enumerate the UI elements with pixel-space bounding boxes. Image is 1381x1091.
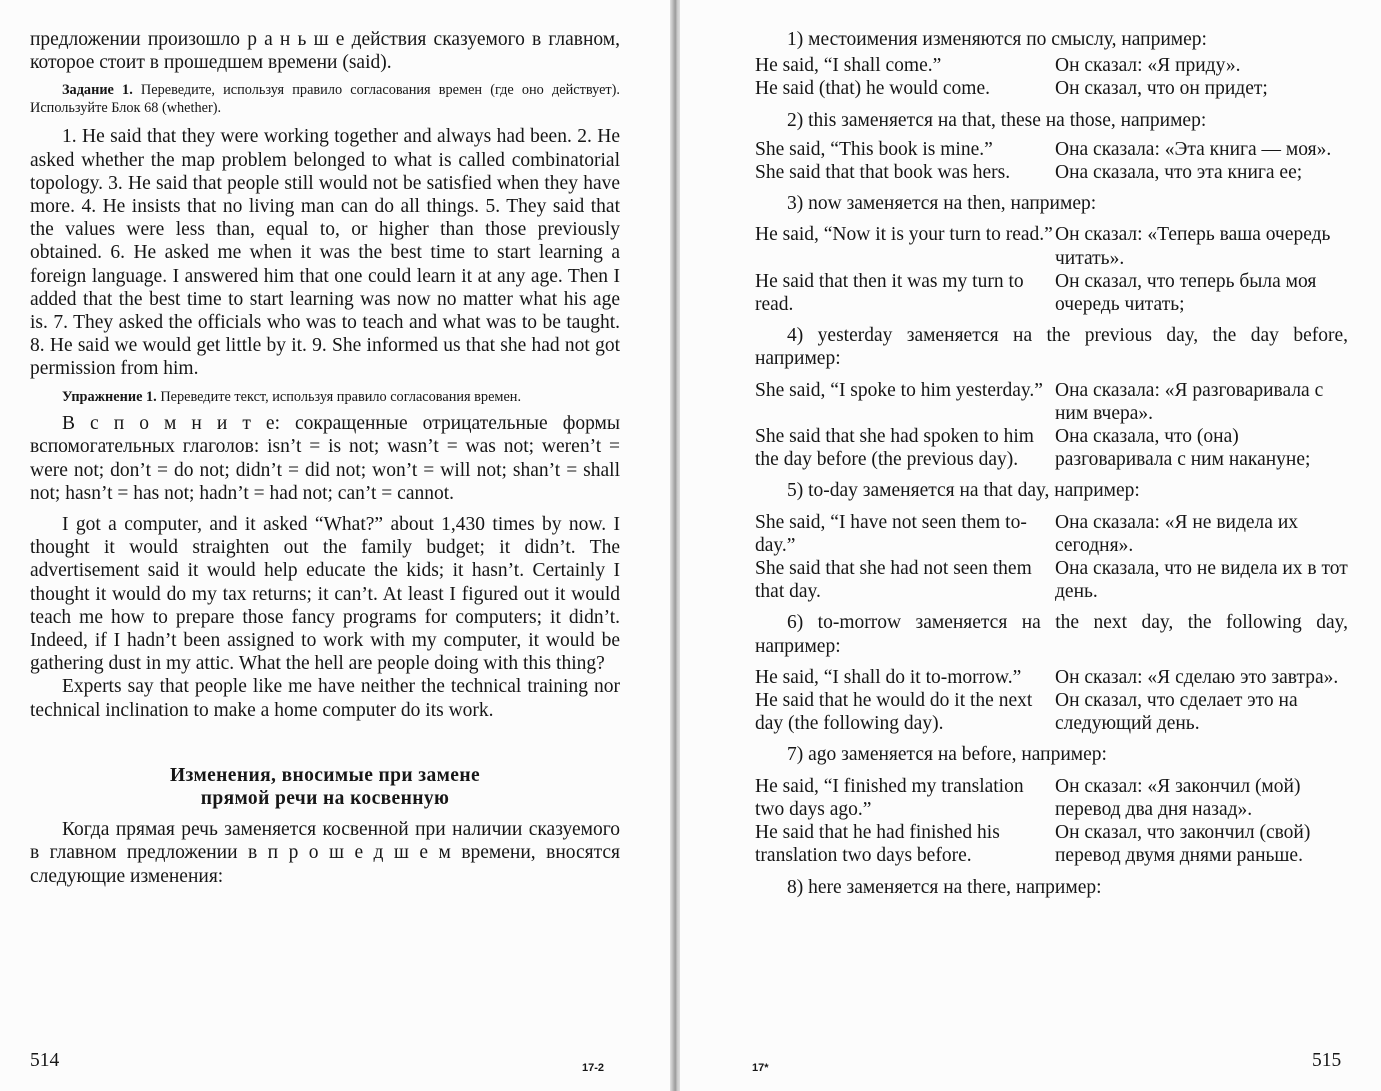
example-en: He said that he would do it the next day (the following day).	[755, 690, 1033, 735]
example-en: She said that she had spoken to him the day before (the previous day).	[755, 426, 1034, 471]
rule-3: 3) now заменяется на then, например:	[787, 193, 1097, 215]
task-text: Переведите, используя правило согласования времен (где оно действует). Используйте Блок 68 (whether).	[30, 82, 620, 116]
example-2a	[755, 138, 1348, 161]
exercise-label: Упражнение 1.	[62, 388, 157, 405]
closing-spaced: в п р о ш е д ш е м	[248, 842, 451, 864]
exercise-text: Переведите текст, используя правило согласования времен.	[160, 388, 522, 405]
example-4a	[755, 379, 1348, 425]
intro-paragraph: предложении произошло р а н ь ш е действия сказуемого в главном, которое стоит в прошедшем времени (said).	[30, 29, 620, 74]
example-ru: Он сказал: «Я приду».	[1055, 55, 1241, 77]
example-ru: Она сказала, что эта книга ее;	[1055, 162, 1303, 184]
example-en: She said, “I have not seen them to-day.”	[755, 511, 1027, 556]
example-en: He said that then it was my turn to read.	[755, 270, 1024, 316]
task-sentences: 1. He said that they were working together and always had been. 2. He asked whether the map problem belonged to what is called combinatorial topology. 3. He said that people still would not be satisfied when they have more. 4. He insists that no living man can do all things. 5. They said that the values were less than, equal to, or higher than those previously obtained. 6. He asked me when it was the best time to start learning a foreign language. I answered him that one could learn it at any age. Then I added that the best time to start learning was now no matter what his age is. 7. They asked the officials who was to teach and what was to be taught. 8. He said we would get little by it. 9. She informed us that she had not got permission from him.	[30, 126, 620, 380]
example-1a	[755, 54, 1348, 77]
example-ru: Она сказала: «Эта книга — моя».	[1055, 138, 1332, 160]
rule-5: 5) to-day заменяется на that day, например:	[787, 480, 1140, 502]
example-7a	[755, 775, 1348, 821]
example-1b	[755, 77, 1348, 100]
example-en: She said that she had not seen them that day.	[755, 558, 1032, 603]
example-en: He said that he had finished his translation two days before.	[755, 822, 1000, 867]
example-ru: Он сказал: «Я закончил (мой) перевод два дня назад».	[1055, 775, 1301, 820]
example-ru: Он сказал, что сделает это на следующий день.	[1055, 690, 1298, 735]
closing-text-a: Когда прямая речь заменяется косвенной при наличии сказуемого в главном предложении	[30, 819, 620, 864]
example-en: He said, “I finished my translation two days ago.”	[755, 775, 1024, 820]
example-5b	[755, 557, 1348, 603]
example-6a	[755, 666, 1348, 689]
section-heading-line-2: прямой речи на косвенную	[200, 787, 450, 809]
example-en: She said, “This book is mine.”	[755, 138, 993, 160]
example-6b	[755, 689, 1348, 735]
rule-2: 2) this заменяется на that, these на those, например:	[787, 109, 1207, 131]
example-en: She said that that book was hers.	[755, 162, 1011, 184]
rule-4: 4) yesterday заменяется на the previous day, the day before, например:	[755, 325, 1348, 370]
remember-word: В с п о м н и т е	[62, 413, 275, 435]
signature-left: 17-2	[582, 1062, 605, 1074]
left-column	[30, 28, 620, 888]
example-en: He said (that) he would come.	[755, 78, 991, 100]
example-en: He said, “I shall do it to-morrow.”	[755, 666, 1022, 688]
example-ru: Он сказал, что закончил (свой) перевод двумя днями раньше.	[1055, 822, 1311, 867]
example-ru: Она сказала, что не видела их в тот день.	[1055, 558, 1348, 603]
example-ru: Он сказал, что он придет;	[1055, 78, 1268, 100]
example-en: She said, “I spoke to him yesterday.”	[755, 379, 1043, 401]
example-en: He said, “I shall come.”	[755, 55, 942, 77]
exercise-1	[30, 389, 620, 407]
signature-right: 17*	[752, 1062, 769, 1074]
remember-text: : сокращенные отрицательные формы вспомогательных глаголов: isn’t = is not; wasn’t = was not; weren’t = were not; don’t = do not; didn’t = did not; won’t = will not; shan’t = shall not; hasn’t = has not; hadn’t = had not; can’t = cannot.	[30, 413, 620, 504]
example-ru: Он сказал, что теперь была моя очередь читать;	[1055, 270, 1317, 316]
page-number-left: 514	[30, 1050, 60, 1071]
example-ru: Она сказала: «Я разговаривала с ним вчера».	[1055, 379, 1324, 424]
example-5a	[755, 511, 1348, 557]
closing-text-b: времени, вносятся следующие изменения:	[30, 842, 621, 887]
example-ru: Она сказала, что (она) разговаривала с ним накануне;	[1055, 426, 1311, 471]
task-1	[30, 82, 620, 117]
example-3b	[755, 270, 1348, 316]
page-number-right: 515	[1312, 1050, 1342, 1071]
rule-1: 1) местоимения изменяются по смыслу, например:	[787, 29, 1207, 50]
example-7b	[755, 821, 1348, 867]
example-4b	[755, 425, 1348, 471]
example-en: He said, “Now it is your turn to read.”	[755, 224, 1053, 246]
right-page	[680, 0, 1381, 1091]
example-ru: Он сказал: «Я сделаю это завтра».	[1055, 666, 1339, 688]
rule-7: 7) ago заменяется на before, например:	[787, 744, 1107, 766]
example-3a	[755, 223, 1348, 269]
remember-paragraph	[30, 412, 620, 505]
story-paragraph-1: I got a computer, and it asked “What?” about 1,430 times by now. I thought it would straighten out the family budget; it didn’t. The advertisement said it would help educate the kids; it hasn’t. Certainly I thought it would do my tax returns; it can’t. At least I figured out it would teach me how to prepare those fancy programs for computers; it didn’t. Indeed, if I hadn’t been assigned to work with my computer, it would be gathering dust in my attic. What the hell are people doing with this thing?	[30, 513, 620, 675]
left-page	[0, 0, 672, 1091]
task-label: Задание 1.	[62, 82, 133, 99]
rule-8: 8) here заменяется на there, например:	[787, 876, 1102, 898]
example-2b	[755, 161, 1348, 184]
rule-6: 6) to-morrow заменяется на the next day, the following day, например:	[755, 612, 1348, 657]
right-column	[755, 28, 1348, 899]
closing-paragraph	[30, 818, 620, 888]
example-ru: Она сказала: «Я не видела их сегодня».	[1055, 511, 1299, 556]
example-ru: Он сказал: «Теперь ваша очередь читать».	[1055, 224, 1331, 269]
story-paragraph-2: Experts say that people like me have neither the technical training nor technical inclination to make a home computer do its work.	[30, 676, 620, 721]
section-heading-line-1: Изменения, вносимые при замене	[169, 764, 481, 786]
